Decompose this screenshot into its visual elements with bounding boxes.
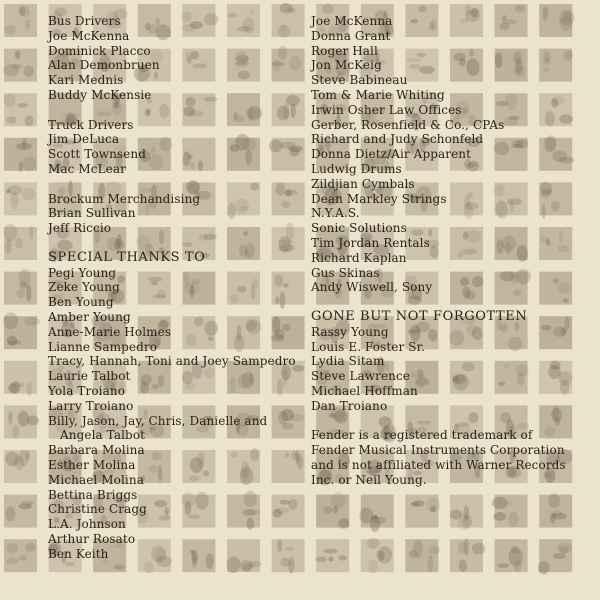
credit-line: Billy, Jason, Jay, Chris, Danielle and <box>48 413 268 428</box>
photo-tile <box>360 495 394 533</box>
photo-tile <box>495 539 528 572</box>
credit-line: Dominick Placco <box>48 43 151 58</box>
photo-tile <box>4 138 37 172</box>
photo-tile <box>4 4 37 37</box>
credit-line: N.Y.A.S. <box>311 206 360 221</box>
spacer <box>311 295 566 310</box>
photo-tile <box>539 494 572 528</box>
credit-line: Angela Talbot <box>60 428 146 443</box>
credit-line: Michael Hoffman <box>311 383 418 398</box>
credit-line: L.A. Johnson <box>48 517 126 532</box>
credit-line: Tracy, Hannah, Toni and Joey Sampedro <box>48 354 296 369</box>
photo-tile <box>361 538 394 574</box>
credit-line: Andy Wiswell, Sony <box>311 280 433 295</box>
credit-line: Yola Troiano <box>48 383 126 398</box>
credit-line: Scott Townsend <box>48 147 146 162</box>
spacer <box>48 103 296 118</box>
credit-line: Dean Markley Strings <box>311 191 447 206</box>
credit-line: Roger Hall <box>311 43 378 58</box>
credit-line: Gerber, Rosenfield & Co., CPAs <box>311 117 505 132</box>
photo-tile <box>316 492 349 529</box>
section-heading: GONE BUT NOT FORGOTTEN <box>311 308 528 324</box>
photo-tile <box>405 539 440 572</box>
spacer <box>48 177 296 192</box>
credit-line: Fender is a registered trademark of <box>311 428 533 443</box>
section-heading: SPECIAL THANKS TO <box>48 249 206 265</box>
photo-tile <box>4 361 37 397</box>
spacer <box>48 236 296 251</box>
credit-line: Brian Sullivan <box>48 206 136 221</box>
credit-line: Amber Young <box>48 309 131 324</box>
credit-line: Richard Kaplan <box>311 250 407 265</box>
photo-tile <box>4 405 39 439</box>
credit-line: Inc. or Neil Young. <box>311 472 427 487</box>
credit-line: Zeke Young <box>48 280 120 295</box>
credit-line: Tom & Marie Whiting <box>311 87 445 102</box>
credit-line: Joe McKenna <box>48 28 130 43</box>
credit-line: Michael Molina <box>48 472 144 487</box>
credit-line: Rassy Young <box>311 324 389 339</box>
photo-tile <box>3 312 39 349</box>
photo-tile <box>4 269 37 305</box>
credit-line: Anne-Marie Holmes <box>48 324 172 339</box>
right-credits-column <box>311 14 566 488</box>
photo-tile <box>4 49 38 82</box>
credit-line: Jim DeLuca <box>48 132 120 147</box>
credit-line: Jeff Riccio <box>48 221 112 236</box>
credit-line: Barbara Molina <box>48 443 145 458</box>
photo-tile <box>4 539 37 572</box>
credit-line: Donna Dietz/Air Apparent <box>311 147 472 162</box>
photo-tile <box>450 538 486 572</box>
photo-tile <box>315 539 349 572</box>
credit-line: Alan Demonbruen <box>48 58 160 73</box>
credit-line: Dan Troiano <box>311 398 388 413</box>
credit-line: Laurie Talbot <box>48 369 131 384</box>
credit-line: Jon McKeig <box>311 58 382 73</box>
credit-line: Bettina Briggs <box>48 487 138 502</box>
credit-line: Mac McLear <box>48 161 126 176</box>
credit-line: Truck Drivers <box>48 117 134 132</box>
credit-line: Steve Babineau <box>311 73 408 88</box>
photo-tile <box>405 495 440 528</box>
credit-line: Larry Troiano <box>48 398 134 413</box>
credit-line: Richard and Judy Schonfeld <box>311 132 484 147</box>
credit-line: Brockum Merchandising <box>48 191 201 206</box>
credit-line: Bus Drivers <box>48 14 121 28</box>
photo-tile <box>492 495 528 528</box>
credit-line: Louis E. Foster Sr. <box>311 339 426 354</box>
photo-tile <box>4 495 37 528</box>
credit-line: Esther Molina <box>48 457 136 472</box>
credit-line: Arthur Rosato <box>48 531 136 546</box>
credit-line: Joe McKenna <box>311 14 393 28</box>
credit-line: Lydia Sitam <box>311 354 385 369</box>
photo-tile <box>4 182 37 215</box>
credit-line: Ben Young <box>48 295 114 310</box>
credit-line: Lianne Sampedro <box>48 339 158 354</box>
spacer <box>311 414 566 429</box>
credit-line: Christine Cragg <box>48 502 147 517</box>
credit-line: Steve Lawrence <box>311 369 411 384</box>
credit-line: Ludwig Drums <box>311 161 402 176</box>
photo-tile <box>450 495 483 531</box>
credit-line: Kari Mednis <box>48 73 124 88</box>
credit-line: Irwin Osher Law Offices <box>311 102 462 117</box>
credit-line: Tim Jordan Rentals <box>311 235 430 250</box>
credit-line: Zildjian Cymbals <box>311 176 415 191</box>
credit-line: Buddy McKensie <box>48 87 152 102</box>
credit-line: Sonic Solutions <box>311 221 407 236</box>
credit-line: Ben Keith <box>48 546 109 561</box>
credit-line: Donna Grant <box>311 28 391 43</box>
credit-line: Gus Skinas <box>311 265 380 280</box>
photo-tile <box>4 93 37 126</box>
credit-line: Fender Musical Instruments Corporation <box>311 443 565 458</box>
credit-line: and is not affiliated with Warner Records <box>311 457 566 472</box>
credit-line: Pegi Young <box>48 265 117 280</box>
photo-tile <box>4 224 37 260</box>
photo-tile <box>4 450 37 484</box>
photo-tile <box>538 539 572 574</box>
left-credits-column <box>48 14 296 561</box>
